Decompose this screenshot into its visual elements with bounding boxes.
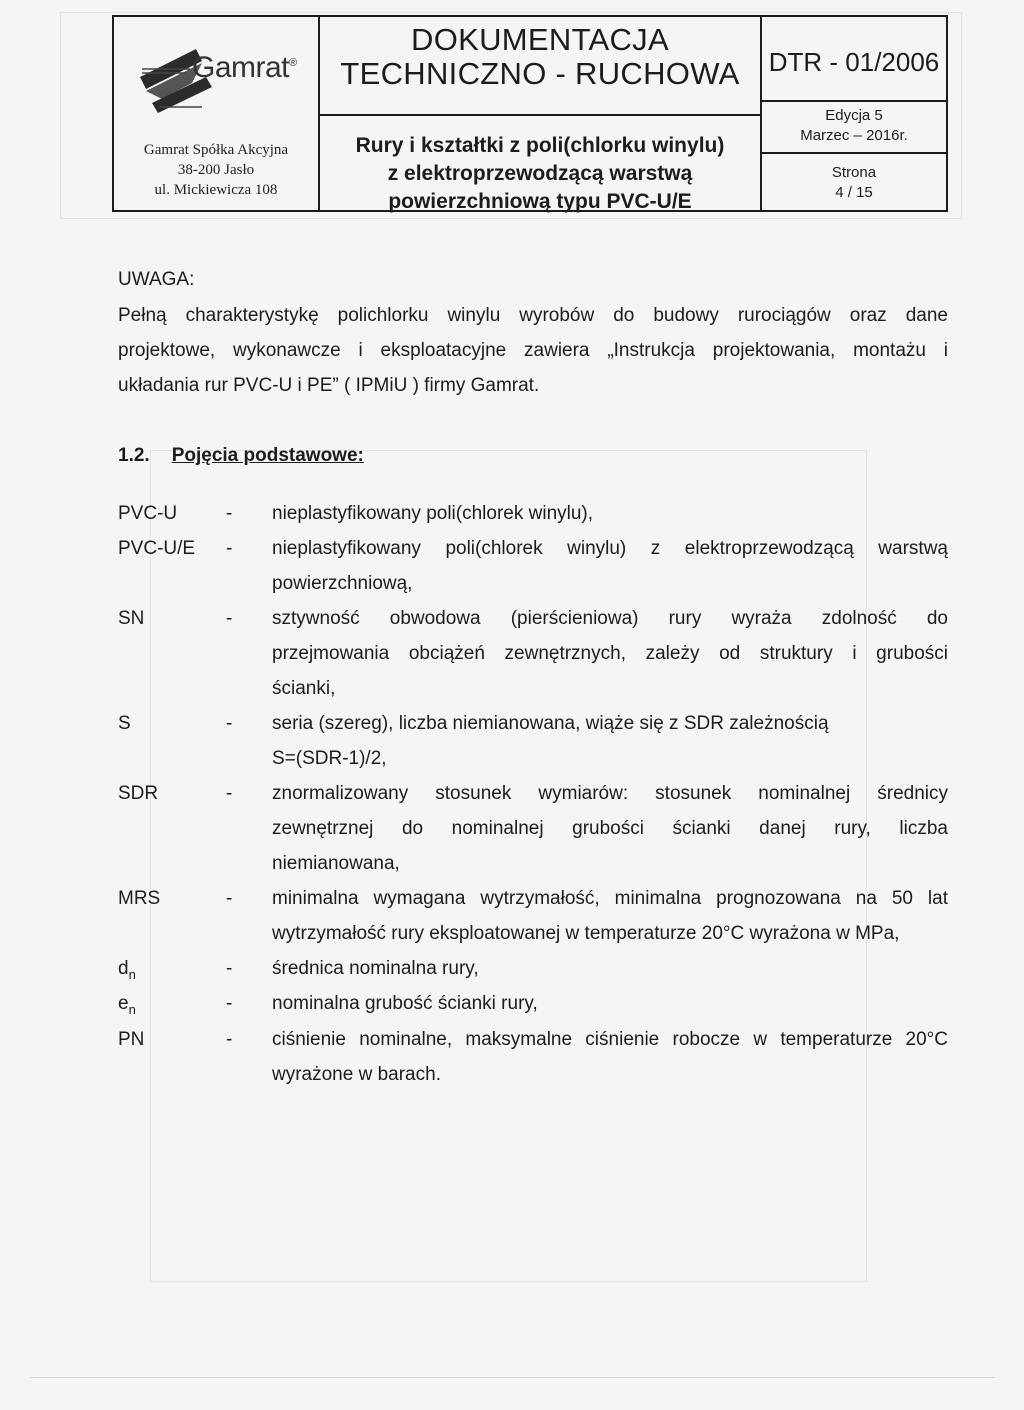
definition: nieplastyfikowany poli(chlorek winylu), — [272, 503, 594, 524]
term-pvc-u-e: PVC-U/E — [118, 538, 196, 559]
term-dn: $d_n$ — [118, 958, 136, 982]
page-bottom-line — [30, 1377, 995, 1378]
definition: sztywność obwodowa (pierścieniowa) rury wyraża zdolność do przejmowania obciążeń zewnętrznych, zależy od struktury i grubości ścianki, — [272, 608, 948, 699]
definition: średnica nominalna rury, — [272, 958, 479, 979]
note-line-3: układania rur PVC-U i PE” ( IPMiU ) firmy Gamrat. — [118, 375, 540, 396]
product-title: Rury i kształtki z poli(chlorku winylu) z elektroprzewodzącą warstwą powierzchniową typu PVC-U/E — [355, 134, 725, 213]
meta-cell — [762, 17, 946, 210]
title-cell — [320, 17, 762, 213]
term-sn: SN — [118, 608, 145, 629]
company-postal: 38-200 Jasło — [177, 162, 255, 178]
logo-text: Gamrat® — [192, 51, 297, 84]
note-line-2: projektowe, wykonawcze i eksploatacyjne zawiera „Instrukcja projektowania, montażu i — [118, 340, 948, 361]
definition: seria (szereg), liczba niemianowana, wiąże się z SDR zależnością S=(SDR-1)/2, — [272, 713, 829, 769]
section-title: Pojęcia podstawowe: — [171, 445, 364, 466]
doc-code: DTR - 01/2006 — [768, 47, 940, 77]
definition: nominalna grubość ścianki rury, — [272, 993, 538, 1014]
page-number: 4 / 15 — [835, 184, 873, 201]
section-heading — [118, 445, 364, 467]
company-cell — [114, 17, 320, 210]
definition: minimalna wymagana wytrzymałość, minimalna prognozowana na 50 lat wytrzymałość rury eksploatowanej w temperaturze 20°C wyrażona w MPa, — [272, 888, 948, 944]
note-line-1: Pełną charakterystykę polichlorku winylu wyrobów do budowy rurociągów oraz dane — [118, 305, 948, 326]
term-pvc-u: PVC-U — [118, 503, 178, 524]
note-label: UWAGA: — [118, 269, 195, 290]
section-number: 1.2. — [118, 445, 150, 466]
company-street: ul. Mickiewicza 108 — [154, 182, 278, 198]
definition: nieplastyfikowany poli(chlorek winylu) z elektroprzewodzącą warstwą powierzchniową, — [272, 538, 948, 594]
edition-date: Marzec – 2016r. — [800, 127, 908, 144]
document-title: DOKUMENTACJA TECHNICZNO - RUCHOWA — [340, 22, 740, 91]
term-mrs: MRS — [118, 888, 161, 909]
document-header — [112, 15, 948, 212]
term-sdr: SDR — [118, 783, 159, 804]
term-pn: PN — [118, 1029, 145, 1050]
company-name: Gamrat Spółka Akcyjna — [143, 142, 289, 158]
definition: ciśnienie nominalne, maksymalne ciśnienie robocze w temperaturze 20°C wyrażone w barach. — [272, 1029, 948, 1085]
term-s: S — [118, 713, 131, 734]
edition: Edycja 5 — [825, 107, 883, 124]
definition: znormalizowany stosunek wymiarów: stosunek nominalnej średnicy zewnętrznej do nominalnej grubości ścianki danej rury, liczba niemianowana, — [272, 783, 948, 874]
term-en: $e_n$ — [118, 993, 136, 1017]
page-label: Strona — [831, 164, 877, 181]
